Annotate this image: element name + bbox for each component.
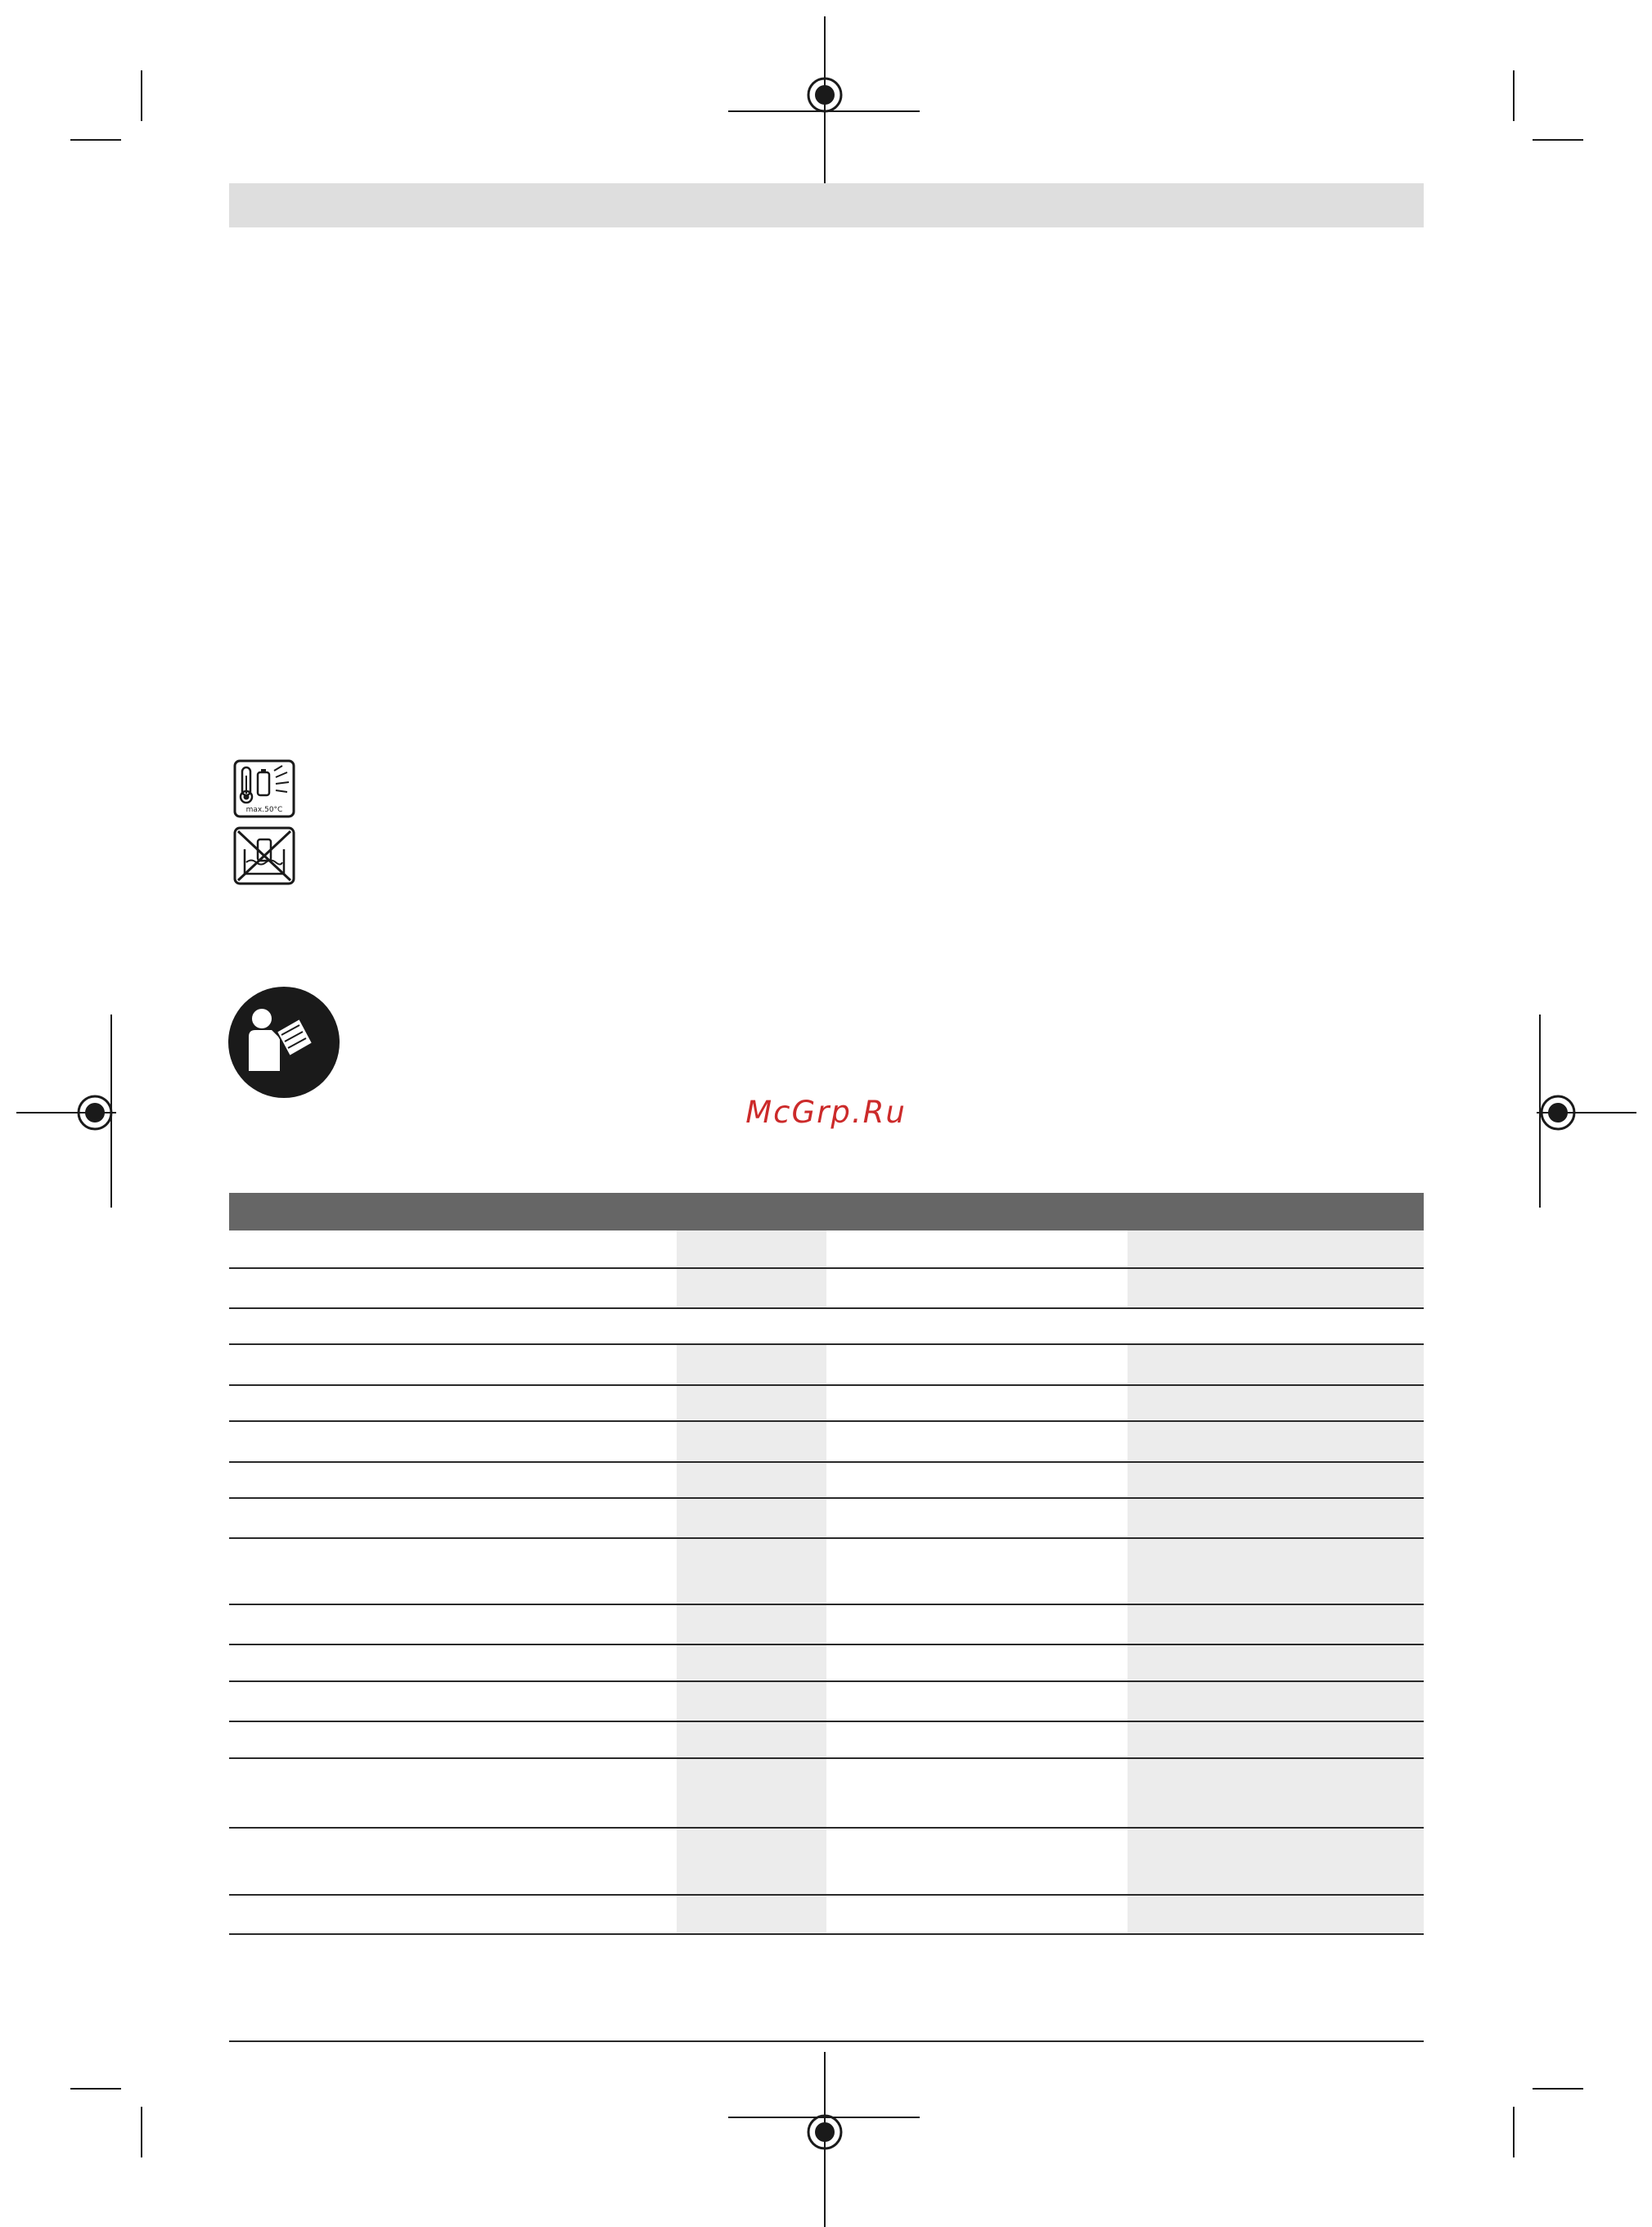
table-row xyxy=(229,1682,1424,1722)
table-header xyxy=(229,1193,1424,1230)
registration-mark-bottom xyxy=(728,2052,925,2227)
table-row xyxy=(229,1539,1424,1605)
watermark: McGrp.Ru xyxy=(745,1095,907,1130)
crop-mark-top-left-v xyxy=(141,70,142,121)
registration-mark-top xyxy=(728,16,925,205)
table-row xyxy=(229,1463,1424,1499)
temperature-limit-label: max.50°C xyxy=(245,806,283,814)
header-band xyxy=(229,183,1424,227)
crop-mark-top-right-h xyxy=(1533,139,1583,141)
temperature-warning-icon xyxy=(233,759,295,818)
table-row xyxy=(229,1645,1424,1682)
table-row xyxy=(229,1230,1424,1269)
no-water-immersion-icon xyxy=(233,826,295,885)
table-row xyxy=(229,1269,1424,1309)
table-row xyxy=(229,1896,1424,1935)
crop-mark-bottom-left-v xyxy=(141,2107,142,2157)
table-row xyxy=(229,1759,1424,1829)
crop-mark-top-right-v xyxy=(1513,70,1515,121)
crop-mark-bottom-right-h xyxy=(1533,2088,1583,2090)
table-row xyxy=(229,1605,1424,1645)
crop-mark-bottom-left-h xyxy=(70,2088,121,2090)
footer-rule xyxy=(229,2040,1424,2042)
table-row xyxy=(229,1309,1424,1345)
table-row xyxy=(229,1422,1424,1463)
table-row xyxy=(229,1499,1424,1539)
table-row xyxy=(229,1829,1424,1896)
table-row xyxy=(229,1345,1424,1386)
read-manual-icon xyxy=(227,986,340,1099)
crop-mark-bottom-right-v xyxy=(1513,2107,1515,2157)
technical-data-table xyxy=(229,1193,1424,1935)
crop-mark-top-left-h xyxy=(70,139,121,141)
table-row xyxy=(229,1386,1424,1422)
table-row xyxy=(229,1722,1424,1759)
